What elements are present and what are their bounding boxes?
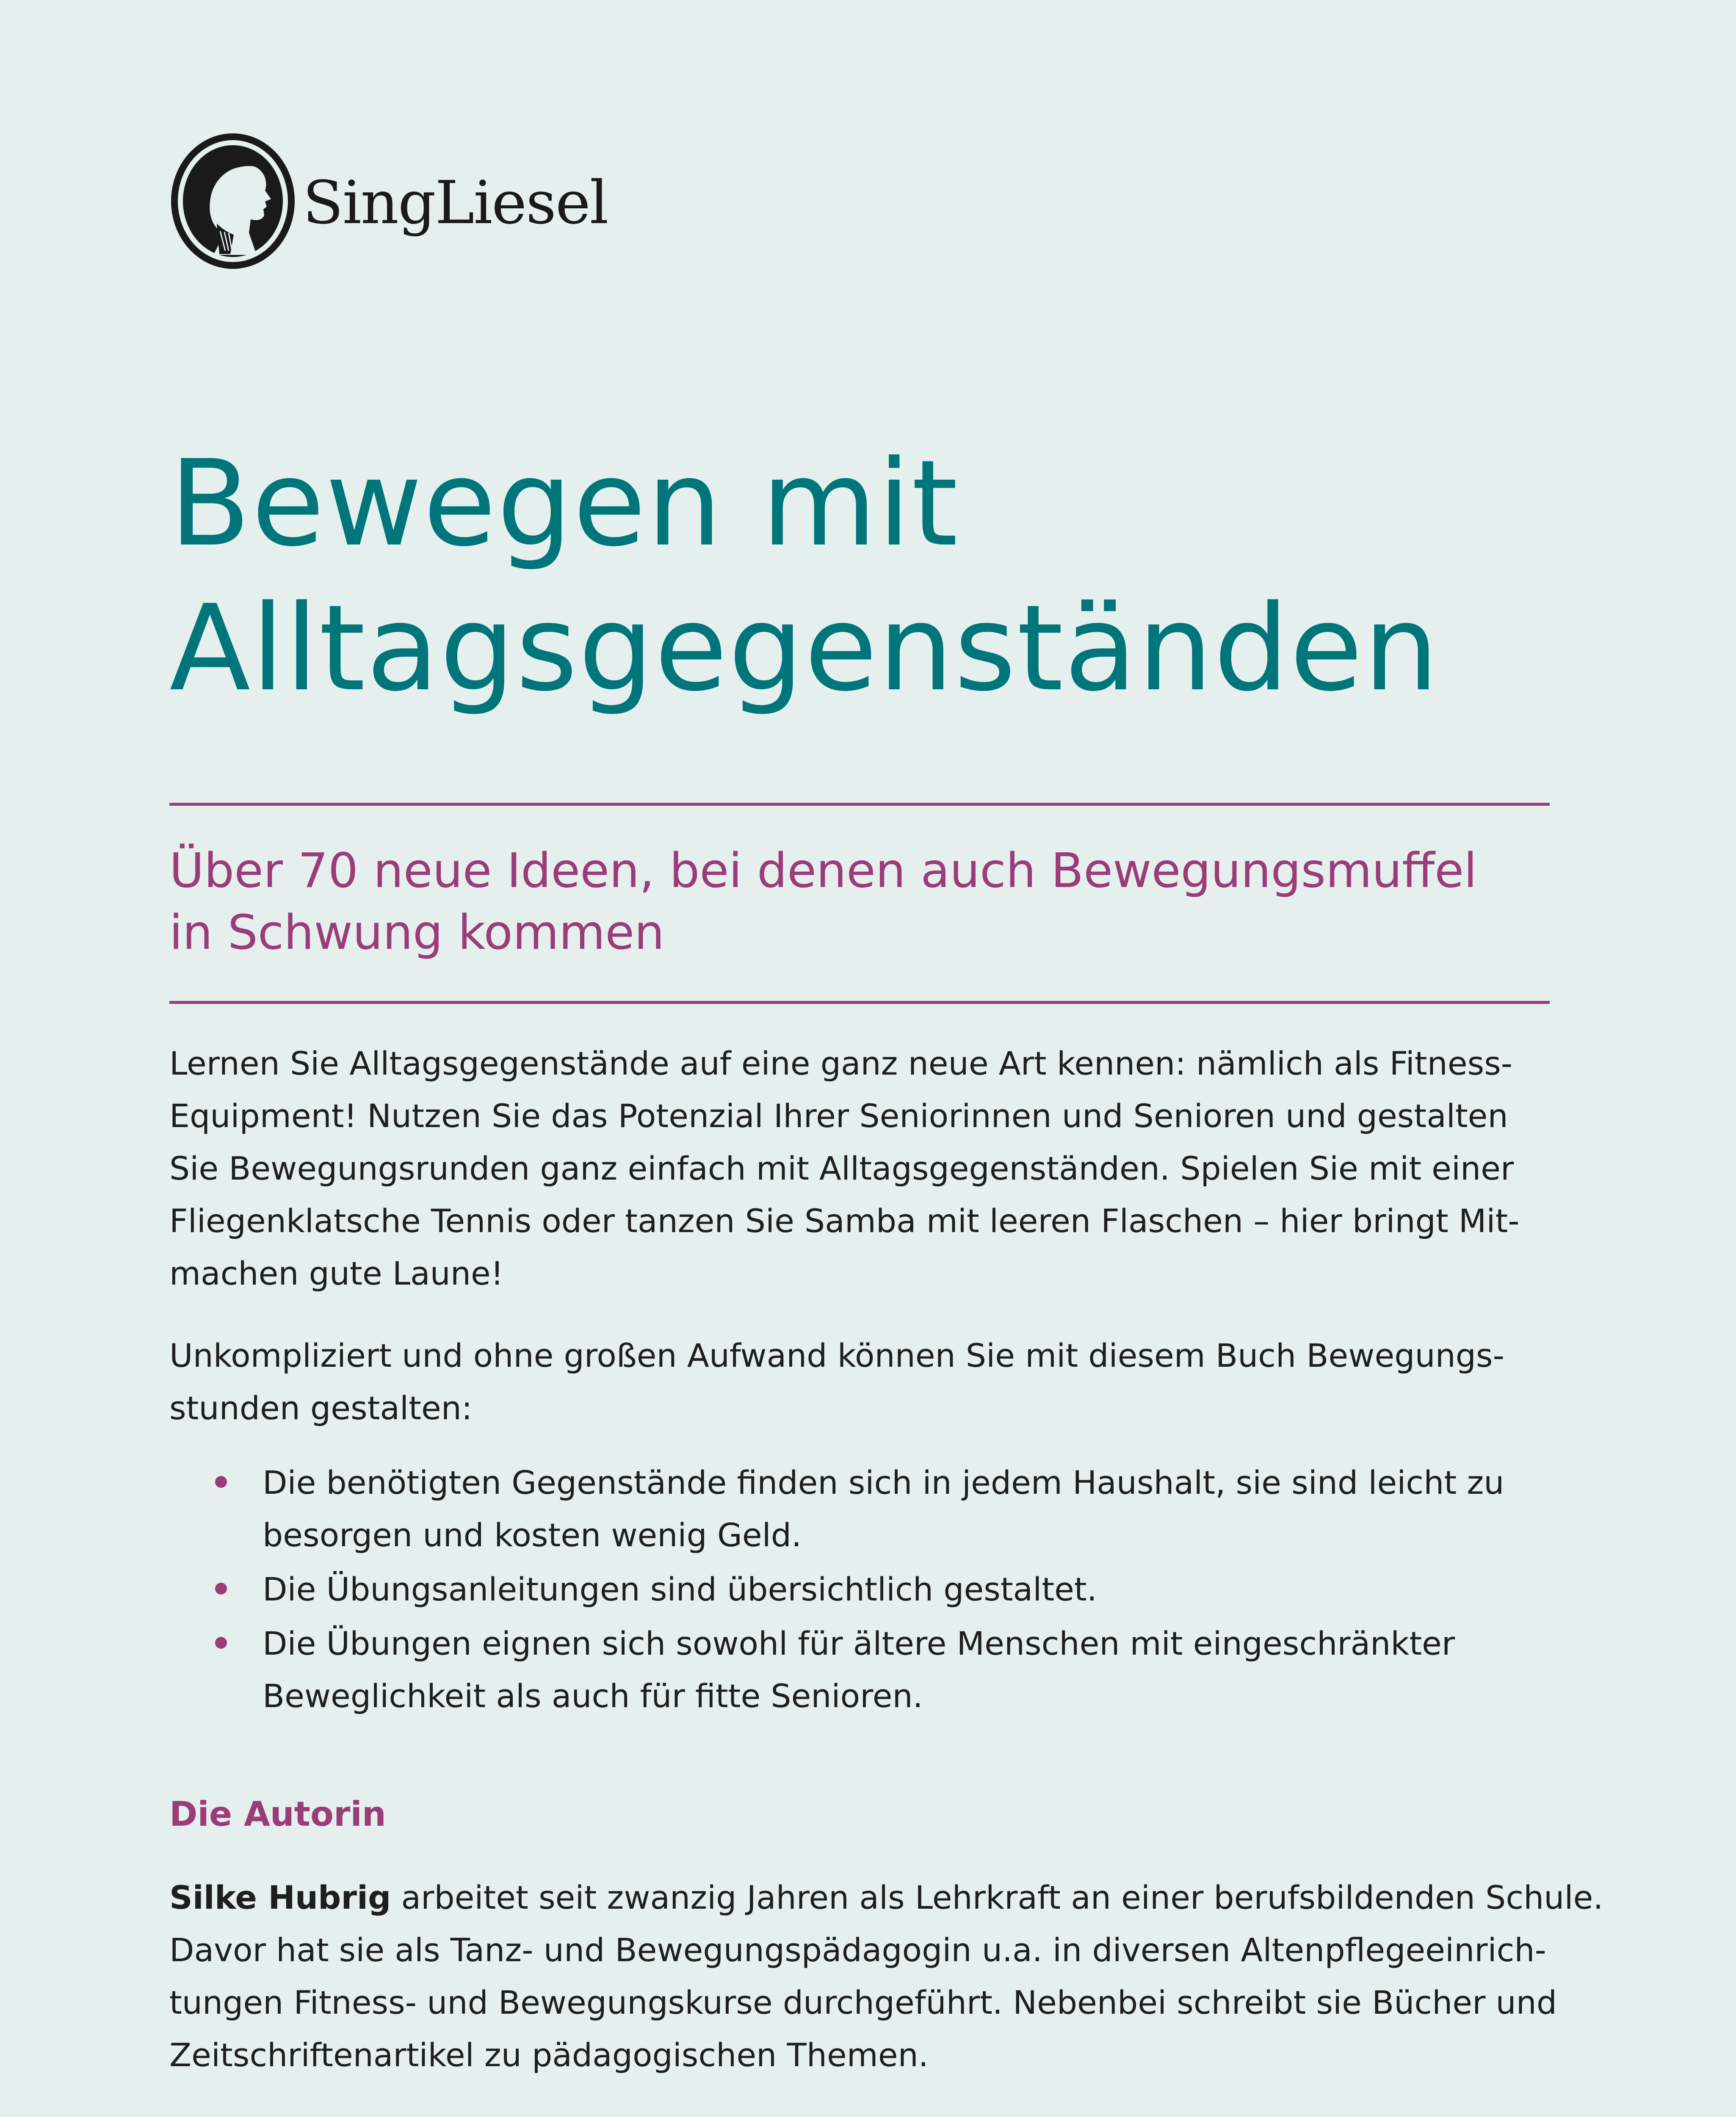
intro-line: machen gute Laune! xyxy=(169,1255,504,1292)
intro-paragraph xyxy=(169,1037,1567,1300)
intro-line: Equipment! Nutzen Sie das Potenzial Ihrer Seniorinnen und Senioren und gestalten xyxy=(169,1097,1508,1135)
list-item-line: Beweglichkeit als auch für fitte Senioren. xyxy=(263,1677,923,1715)
subtitle-line-1: Über 70 neue Ideen, bei denen auch Bewegungsmuffel xyxy=(169,843,1477,898)
feature-list xyxy=(169,1456,1567,1724)
silhouette-icon xyxy=(169,131,301,271)
list-item xyxy=(169,1563,1567,1616)
author-bio-text: arbeitet seit zwanzig Jahren als Lehrkraft an einer berufsbildenden Schule. xyxy=(391,1879,1603,1916)
author-name: Silke Hubrig xyxy=(169,1879,391,1916)
second-paragraph-line: Unkompliziert und ohne großen Aufwand können Sie mit diesem Buch Bewegungs- xyxy=(169,1337,1505,1374)
author-bio xyxy=(169,1871,1603,2081)
author-bio-line: Davor hat sie als Tanz- und Bewegungspädagogin u.a. in diversen Altenpflegeeinrich- xyxy=(169,1931,1546,1969)
intro-line: Fliegenklatsche Tennis oder tanzen Sie Samba mit leeren Flaschen – hier bringt Mit- xyxy=(169,1202,1520,1240)
second-paragraph-line: stunden gestalten: xyxy=(169,1389,473,1427)
title-line-1: Bewegen mit xyxy=(169,435,959,573)
intro-line: Sie Bewegungsrunden ganz einfach mit Alltagsgegenständen. Spielen Sie mit einer xyxy=(169,1150,1514,1187)
book-title xyxy=(169,432,1567,721)
intro-line: Lernen Sie Alltagsgegenstände auf eine ganz neue Art kennen: nämlich als Fitness- xyxy=(169,1045,1513,1082)
author-heading: Die Autorin xyxy=(169,1794,386,1834)
title-line-2: Alltagsgegenständen xyxy=(169,579,1440,718)
book-subtitle xyxy=(169,840,1550,964)
brand-name: SingLiesel xyxy=(303,169,608,238)
list-item-line: besorgen und kosten wenig Geld. xyxy=(263,1516,802,1554)
bottom-divider xyxy=(169,1001,1550,1004)
author-bio-line xyxy=(169,1871,1603,1924)
second-paragraph xyxy=(169,1329,1567,1434)
author-bio-line: tungen Fitness- und Bewegungskurse durchgeführt. Nebenbei schreibt sie Bücher und xyxy=(169,1984,1557,2021)
top-divider xyxy=(169,803,1550,806)
list-item-line: Die Übungen eignen sich sowohl für ältere Menschen mit eingeschränkter xyxy=(263,1625,1455,1662)
list-item xyxy=(169,1456,1567,1561)
author-bio-line: Zeitschriftenartikel zu pädagogischen Themen. xyxy=(169,2036,929,2074)
brand-logo xyxy=(169,131,677,275)
list-item-line: Die Übungsanleitungen sind übersichtlich gestaltet. xyxy=(263,1570,1097,1608)
subtitle-line-2: in Schwung kommen xyxy=(169,905,665,960)
list-item-line: Die benötigten Gegenstände finden sich in jedem Haushalt, sie sind leicht zu xyxy=(263,1464,1504,1501)
list-item xyxy=(169,1617,1567,1722)
